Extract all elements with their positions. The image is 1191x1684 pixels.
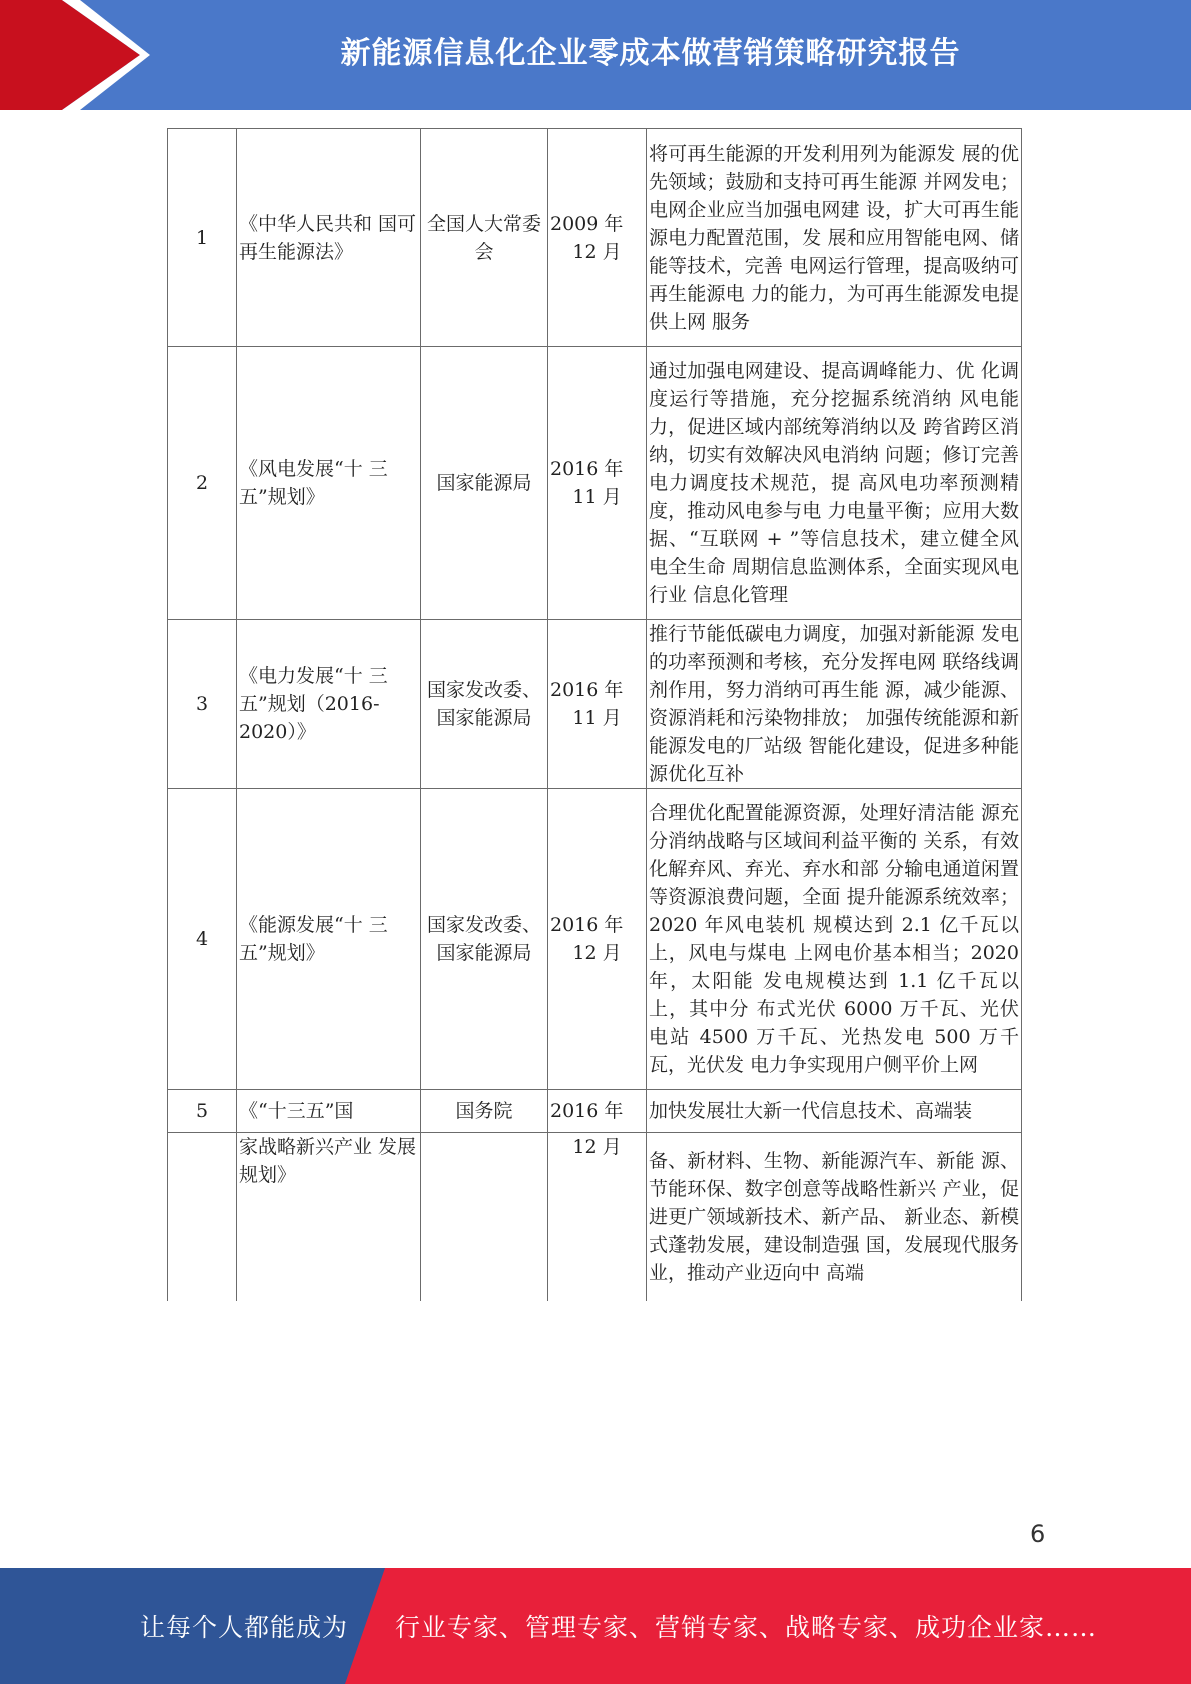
issue-year: 2016 年 (550, 679, 624, 701)
page-number: 6 (1030, 1520, 1046, 1548)
footer-slogan-left: 让每个人都能成为 (140, 1613, 349, 1642)
issue-date (548, 1133, 647, 1301)
issue-year: 2009 年 (550, 212, 624, 235)
issue-date (548, 347, 647, 620)
row-number: 3 (168, 620, 237, 789)
policy-content: 备、新材料、生物、新能源汽车、新能 源、节能环保、数字创意等战略性新兴 产业，促进更广领域新技术、新产品、 新业态、新模式蓬勃发展，建设制造强 国，发展现代服务业，推动产业迈向中 高端 (647, 1133, 1022, 1301)
table-row (168, 789, 1022, 1090)
header-arrow-decoration (0, 0, 160, 110)
issue-date (548, 789, 647, 1090)
policy-name: 《风电发展“十 三五”规划》 (237, 347, 421, 620)
issuing-body: 国务院 (421, 1090, 548, 1133)
issuing-body (421, 1133, 548, 1301)
row-number: 1 (168, 129, 237, 347)
issue-date (548, 1090, 647, 1133)
policy-content: 将可再生能源的开发利用列为能源发 展的优先领域；鼓励和支持可再生能源 并网发电；电网企业应当加强电网建 设，扩大可再生能源电力配置范围，发 展和应用智能电网、储能等技术，完善 电网运行管理，提高吸纳可再生能源电 力的能力，为可再生能源发电提供上网 服务 (647, 129, 1022, 347)
policy-name: 《中华人民共和 国可再生能源法》 (237, 129, 421, 347)
footer-slogan-right: 行业专家、管理专家、营销专家、战略专家、成功企业家…… (395, 1613, 1098, 1642)
page-header (0, 0, 1191, 110)
issuing-body: 国家发改委、国家能源局 (421, 620, 548, 789)
issuing-body: 国家能源局 (421, 347, 548, 620)
table-row (168, 620, 1022, 789)
policy-name: 《能源发展“十 三五”规划》 (237, 789, 421, 1090)
policy-content: 推行节能低碳电力调度，加强对新能源 发电的功率预测和考核，充分发挥电网 联络线调剂作用，努力消纳可再生能 源，减少能源、资源消耗和污染物排放； 加强传统能源和新能源发电的厂站级 智能化建设，促进多种能源优化互补 (647, 620, 1022, 789)
policy-content: 加快发展壮大新一代信息技术、高端装 (647, 1090, 1022, 1133)
table-row (168, 1090, 1022, 1133)
page-footer (0, 1568, 1191, 1684)
issue-year: 2016 年 (550, 458, 624, 480)
table-row (168, 347, 1022, 620)
row-number: 2 (168, 347, 237, 620)
issue-month: 11 月 (572, 707, 622, 729)
policy-name: 家战略新兴产业 发展规划》 (237, 1133, 421, 1301)
issue-month: 12 月 (572, 1136, 622, 1158)
table-row (168, 129, 1022, 347)
issue-month: 12 月 (572, 942, 622, 964)
issue-month: 11 月 (572, 486, 622, 508)
policy-name: 《电力发展“十 三五”规划（2016-2020）》 (237, 620, 421, 789)
table-row (168, 1133, 1022, 1301)
issue-year: 2016 年 (550, 1100, 624, 1122)
issue-year: 2016 年 (550, 914, 624, 936)
issue-date (548, 620, 647, 789)
issue-month: 12 月 (572, 240, 622, 263)
policy-content: 通过加强电网建设、提高调峰能力、优 化调度运行等措施，充分挖掘系统消纳 风电能力，促进区域内部统筹消纳以及 跨省跨区消纳，切实有效解决风电消纳 问题；修订完善电力调度技术规范，提 高风电功率预测精度，推动风电参与电 力电量平衡；应用大数据、“互联网 + ”等信息技术，建立健全风电全生命 周期信息监测体系，全面实现风电行业 信息化管理 (647, 347, 1022, 620)
issuing-body: 国家发改委、国家能源局 (421, 789, 548, 1090)
issue-date (548, 129, 647, 347)
row-number: 5 (168, 1090, 237, 1133)
report-title: 新能源信息化企业零成本做营销策略研究报告 (340, 36, 961, 71)
policy-content: 合理优化配置能源资源，处理好清洁能 源充分消纳战略与区域间利益平衡的 关系，有效化解弃风、弃光、弃水和部 分输电通道闲置等资源浪费问题，全面 提升能源系统效率；2020 年风电装机 规模达到 2.1 亿千瓦以上，风电与煤电 上网电价基本相当；2020 年，太阳能 发电规模达到 1.1 亿千瓦以上，其中分 布式光伏 6000 万千瓦、光伏电站 4500 万千瓦、光热发电 500 万千瓦，光伏发 电力争实现用户侧平价上网 (647, 789, 1022, 1090)
policy-name: 《“十三五”国 (237, 1090, 421, 1133)
row-number (168, 1133, 237, 1301)
policy-table (167, 128, 1022, 1301)
issuing-body: 全国人大常委会 (421, 129, 548, 347)
row-number: 4 (168, 789, 237, 1090)
